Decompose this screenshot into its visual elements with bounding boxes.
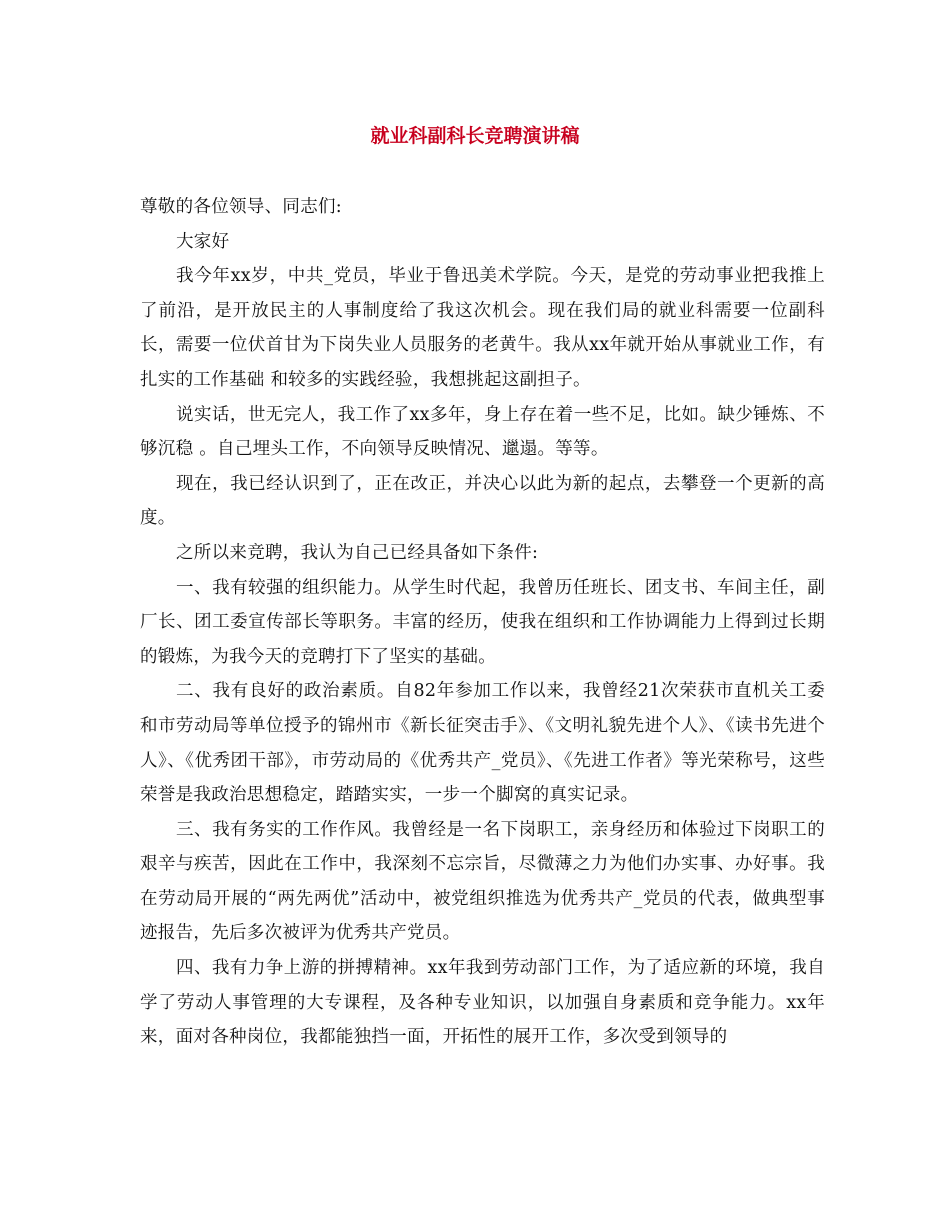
paragraph-condition-work-style: 三、我有务实的工作作风。我曾经是一名下岗职工，亲身经历和体验过下岗职工的艰辛与疾苦，因此在工作中，我深刻不忘宗旨，尽微薄之力为他们办实事、办好事。我在劳动局开展的“两先两优”活动中，被党组织推选为优秀共产_党员的代表，做典型事迹报告，先后多次被评为优秀共产党员。 <box>140 819 825 944</box>
paragraph-shortcomings: 说实话，世无完人，我工作了xx多年，身上存在着一些不足，比如。缺少锤炼、不够沉稳 。自己埋头工作，不向领导反映情况、邋遢。等等。 <box>140 404 825 460</box>
paragraph-resolution: 现在，我已经认识到了，正在改正，并决心以此为新的起点，去攀登一个更新的高度。 <box>140 473 825 529</box>
paragraph-condition-spirit: 四、我有力争上游的拼搏精神。xx年我到劳动部门工作，为了适应新的环境，我自学了劳动人事管理的大专课程，及各种专业知识，以加强自身素质和竞争能力。xx年来，面对各种岗位，我都能独挡一面，开拓性的展开工作，多次受到领导的 <box>140 958 825 1048</box>
paragraph-condition-political: 二、我有良好的政治素质。自82年参加工作以来，我曾经21次荣获市直机关工委和市劳动局等单位授予的锦州市《新长征突击手》、《文明礼貌先进个人》、《读书先进个人》、《优秀团干部》，市劳动局的《优秀共产_党员》、《先进工作者》等光荣称号，这些荣誉是我政治思想稳定，踏踏实实，一步一个脚窝的真实记录。 <box>140 681 825 806</box>
paragraph-condition-organization: 一、我有较强的组织能力。从学生时代起，我曾历任班长、团支书、车间主任，副厂长、团工委宣传部长等职务。丰富的经历，使我在组织和工作协调能力上得到过长期的锻炼，为我今天的竞聘打下了坚实的基础。 <box>140 577 825 667</box>
paragraph-introduction: 我今年xx岁，中共_党员，毕业于鲁迅美术学院。今天，是党的劳动事业把我推上了前沿，是开放民主的人事制度给了我这次机会。现在我们局的就业科需要一位副科长，需要一位伏首甘为下岗失业人员服务的老黄牛。我从xx年就开始从事就业工作，有扎实的工作基础 和较多的实践经验，我想挑起这副担子。 <box>140 266 825 390</box>
paragraph-conditions-intro: 之所以来竞聘，我认为自己已经具备如下条件: <box>176 542 539 563</box>
document-title: 就业科副科长竞聘演讲稿 <box>370 125 580 147</box>
salutation: 尊敬的各位领导、同志们: <box>140 197 342 217</box>
paragraph-greeting: 大家好 <box>176 231 230 252</box>
document-body <box>140 190 825 1055</box>
